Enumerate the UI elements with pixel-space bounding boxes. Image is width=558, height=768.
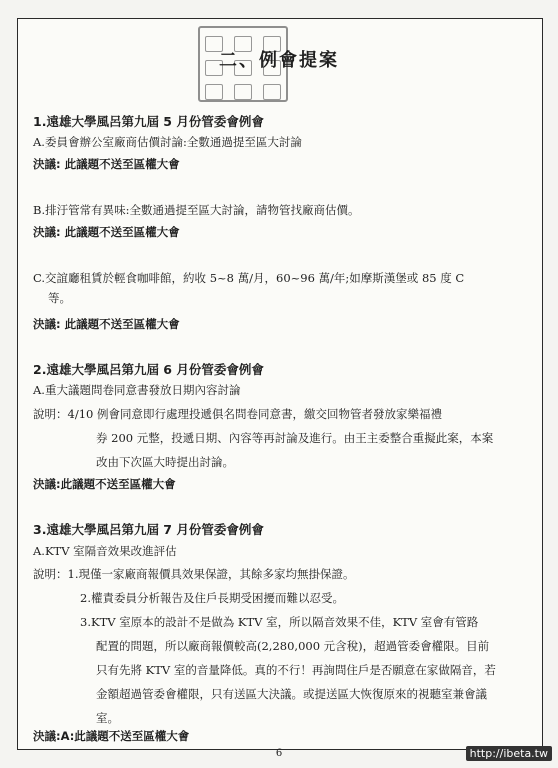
s3-note-1: 說明：1.現僅一家廠商報價具效果保證，其餘多家均無掛保證。: [33, 567, 355, 581]
s1-item-a: A.委員會辦公室廠商估價討論:全數通過提至區大討論: [33, 135, 302, 149]
s2-note-line1: 說明：4/10 例會同意即行處理投遞俱名問卷同意書，繳交回物管者發放家樂福禮: [33, 407, 442, 421]
s3-note-3-line4: 金額超過管委會權限，只有送區大決議。或提送區大恢復原來的視聽室兼會議: [96, 687, 487, 701]
s3-resolution: 決議:A:此議題不送至區權大會: [33, 729, 190, 743]
s1-item-c-resolution: 決議: 此議題不送至區權大會: [33, 317, 180, 331]
s2-item-a: A.重大議題問卷同意書發放日期內容討論: [33, 383, 241, 397]
s1-item-b: B.排汙管常有異味:全數通過提至區大討論，請物管找廠商估價。: [33, 203, 360, 217]
s3-note-3-line1: 3.KTV 室原本的設計不是做為 KTV 室，所以隔音效果不佳，KTV 室會有管路: [80, 615, 479, 629]
section-1-heading: 1.遠雄大學風呂第九屆 5 月份管委會例會: [33, 114, 264, 129]
watermark: http://ibeta.tw: [466, 746, 552, 761]
s3-note-3-line3: 只有先將 KTV 室的音量降低。真的不行！再詢問住戶是否願意在家做隔音，若: [96, 663, 496, 677]
page-title: 二、例會提案: [219, 50, 339, 71]
s2-note-line2: 券 200 元整，投遞日期、內容等再討論及進行。由王主委整合重擬此案，本案: [96, 431, 494, 445]
s1-item-c-line2: 等。: [48, 291, 71, 305]
s3-item-a: A.KTV 室隔音效果改進評估: [33, 544, 177, 558]
s3-note-2: 2.權責委員分析報告及住戶長期受困擾而難以忍受。: [80, 591, 344, 605]
s3-note-3-line2: 配置的問題，所以廠商報價較高(2,280,000 元含稅)，超過管委會權限。目前: [96, 639, 490, 653]
s1-item-c-line1: C.交誼廳租賃於輕食咖啡館，約收 5~8 萬/月，60~96 萬/年;如摩斯漢堡或 85 度 C: [33, 271, 465, 285]
s2-resolution: 決議:此議題不送至區權大會: [33, 477, 176, 491]
s1-item-b-resolution: 決議: 此議題不送至區權大會: [33, 225, 180, 239]
s1-item-a-resolution: 決議: 此議題不送至區權大會: [33, 157, 180, 171]
section-2-heading: 2.遠雄大學風呂第九屆 6 月份管委會例會: [33, 362, 264, 377]
page-number: 6: [275, 748, 283, 759]
s2-note-line3: 改由下次區大時提出討論。: [96, 455, 234, 469]
s3-note-3-line5: 室。: [96, 711, 119, 725]
section-3-heading: 3.遠雄大學風呂第九屆 7 月份管委會例會: [33, 522, 264, 537]
